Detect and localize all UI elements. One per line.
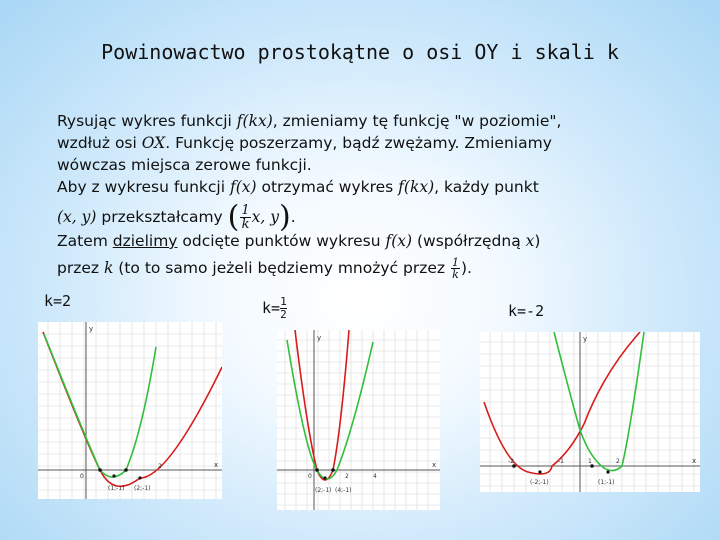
point bbox=[112, 474, 115, 477]
graph-k2 bbox=[38, 322, 222, 499]
curve-original bbox=[43, 332, 222, 486]
body-line-2: wzdłuż osi OX. Funkcję poszerzamy, bądź zwężamy. Zmieniamy bbox=[57, 134, 552, 152]
label-k-minus-2: k=-2 bbox=[508, 302, 545, 320]
label-k-2: k=2 bbox=[44, 292, 72, 310]
curve-transformed bbox=[44, 334, 156, 477]
label-k-half: k= $\frac{1}{2}$ bbox=[262, 295, 287, 321]
x-tick-label: -1 bbox=[558, 458, 564, 465]
point bbox=[315, 468, 319, 472]
x-tick-label: 1 bbox=[588, 458, 592, 465]
point bbox=[323, 476, 326, 479]
point-label: (2;-1) bbox=[315, 487, 332, 494]
point bbox=[98, 468, 102, 472]
body-line-1: Rysując wykres funkcji f(kx), zmieniamy tę funkcję "w poziomie", bbox=[57, 112, 562, 130]
point bbox=[606, 470, 609, 473]
x-tick-label: -2 bbox=[508, 458, 514, 465]
x-axis-label: x bbox=[214, 461, 219, 469]
curve-transformed bbox=[287, 340, 373, 479]
point bbox=[138, 476, 141, 479]
x-tick-label: 0 bbox=[308, 473, 312, 480]
graph-k-half bbox=[277, 330, 440, 510]
point bbox=[538, 470, 541, 473]
point bbox=[124, 468, 128, 472]
point-label: (2;-1) bbox=[134, 485, 151, 492]
grid-lines bbox=[480, 332, 700, 492]
body-line-3: wówczas miejsca zerowe funkcji. bbox=[57, 156, 312, 174]
body-line-6: Zatem dzielimy odcięte punktów wykresu f(x) (współrzędną x) bbox=[57, 232, 541, 250]
point-label: (1;-1) bbox=[598, 479, 615, 486]
slide-title: Powinowactwo prostokątne o osi OY i skali k bbox=[101, 40, 619, 64]
point bbox=[331, 468, 335, 472]
body-line-7: przez k (to to samo jeżeli będziemy mnożyć przez $\frac{1}{k}$ ). bbox=[57, 256, 472, 281]
x-tick-label: 2 bbox=[345, 473, 349, 480]
y-axis-label: y bbox=[317, 334, 322, 342]
point-label: (4;-1) bbox=[335, 487, 352, 494]
point-label: (1;-1) bbox=[108, 485, 125, 492]
point-label: (-2;-1) bbox=[530, 479, 549, 486]
body-line-5: (x, y) przekształcamy ( $\frac{1}{k}$ x, y). bbox=[57, 199, 296, 235]
y-axis-label: y bbox=[89, 325, 94, 333]
x-tick-label: 2 bbox=[158, 463, 162, 470]
graph-k-minus2 bbox=[480, 332, 700, 492]
body-line-4: Aby z wykresu funkcji f(x) otrzymać wykres f(kx), każdy punkt bbox=[57, 178, 539, 196]
x-tick-label: 4 bbox=[373, 473, 377, 480]
x-axis-label: x bbox=[432, 461, 437, 469]
y-axis-label: y bbox=[583, 335, 588, 343]
x-tick-label: 2 bbox=[616, 458, 620, 465]
x-axis-label: x bbox=[692, 457, 697, 465]
grid-lines bbox=[38, 322, 222, 499]
x-tick-label: 0 bbox=[80, 473, 84, 480]
